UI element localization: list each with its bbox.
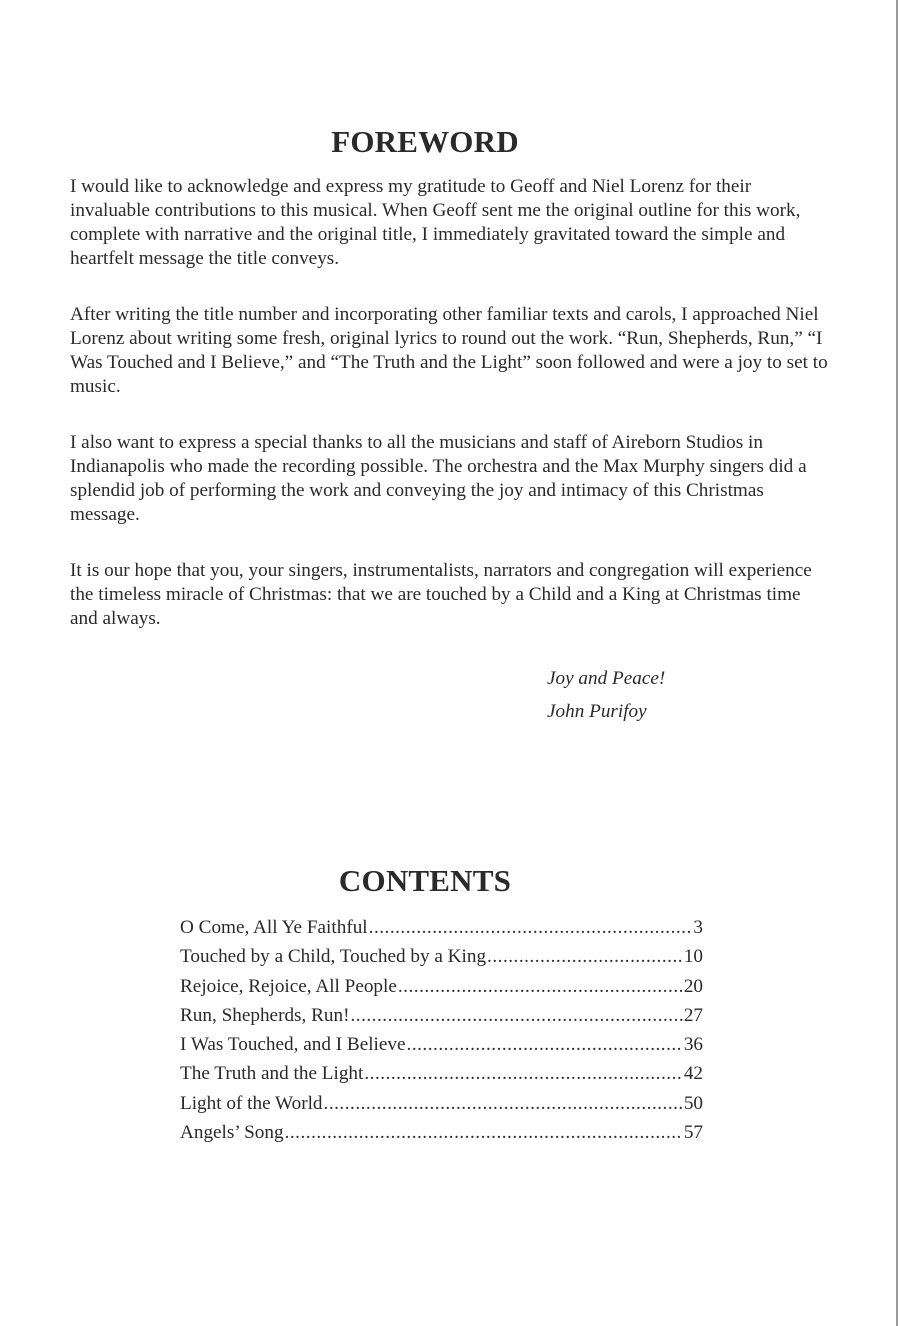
toc-entry[interactable] bbox=[180, 1093, 703, 1122]
toc-entry[interactable] bbox=[180, 1005, 703, 1034]
author-name: John Purifoy bbox=[547, 701, 647, 722]
toc-entry-title: The Truth and the Light bbox=[180, 1063, 364, 1085]
table-of-contents bbox=[180, 917, 703, 1151]
foreword-heading: FOREWORD bbox=[331, 124, 519, 159]
toc-dot-leader bbox=[364, 1063, 682, 1085]
toc-entry-title: Rejoice, Rejoice, All People bbox=[180, 975, 397, 997]
toc-entry-page: 20 bbox=[683, 975, 703, 997]
toc-entry-title: O Come, All Ye Faithful bbox=[180, 917, 368, 938]
toc-entry[interactable] bbox=[180, 976, 703, 1005]
toc-entry-page: 10 bbox=[683, 946, 703, 968]
toc-entry-page: 27 bbox=[683, 1004, 703, 1026]
toc-dot-leader bbox=[285, 1122, 683, 1144]
toc-dot-leader bbox=[350, 1005, 682, 1027]
foreword-paragraph: I would like to acknowledge and express my gratitude to Geoff and Niel Lorenz for their invaluable contributions to this musical. When Geoff sent me the original outline for this work, complete with narrative and the original title, I immediately gravitated toward the simple and heartfelt message the title conveys. bbox=[70, 176, 801, 269]
toc-entry-title: Run, Shepherds, Run! bbox=[180, 1004, 350, 1026]
toc-entry-page: 36 bbox=[683, 1034, 703, 1056]
toc-entry[interactable] bbox=[180, 1063, 703, 1092]
toc-entry[interactable] bbox=[180, 917, 703, 946]
toc-dot-leader bbox=[369, 917, 693, 939]
toc-entry-page: 3 bbox=[693, 917, 703, 938]
toc-entry-title: I Was Touched, and I Believe bbox=[180, 1034, 406, 1056]
signature-block bbox=[547, 662, 665, 728]
toc-dot-leader bbox=[487, 946, 683, 968]
contents-heading: CONTENTS bbox=[338, 863, 512, 898]
toc-entry-page: 57 bbox=[683, 1122, 703, 1144]
toc-entry-page: 42 bbox=[683, 1063, 703, 1085]
foreword-body bbox=[70, 175, 830, 663]
foreword-paragraph: I also want to express a special thanks to all the musicians and staff of Aireborn Studios in Indianapolis who made the recording possible. The orchestra and the Max Murphy singers did a splendid job of performing the work and conveying the joy and intimacy of this Christmas message. bbox=[70, 432, 807, 525]
toc-entry[interactable] bbox=[180, 1034, 703, 1063]
toc-entry-title: Angels’ Song bbox=[180, 1122, 284, 1144]
toc-entry-page: 50 bbox=[683, 1092, 703, 1114]
toc-entry[interactable] bbox=[180, 1122, 703, 1151]
toc-dot-leader bbox=[324, 1093, 683, 1115]
toc-dot-leader bbox=[407, 1034, 683, 1056]
closing-line: Joy and Peace! bbox=[547, 668, 666, 689]
foreword-paragraph: It is our hope that you, your singers, instrumentalists, narrators and congregation will experience the timeless miracle of Christmas: that we are touched by a Child and a King at Christmas time and always. bbox=[70, 560, 812, 629]
toc-entry-title: Light of the World bbox=[180, 1092, 323, 1114]
foreword-paragraph: After writing the title number and incorporating other familiar texts and carols, I approached Niel Lorenz about writing some fresh, original lyrics to round out the work. “Run, Shepherds, Run,” “I Was Touched and I Believe,” and “The Truth and the Light” soon followed and were a joy to set to music. bbox=[70, 304, 828, 397]
toc-entry[interactable] bbox=[180, 946, 703, 975]
toc-dot-leader bbox=[398, 976, 683, 998]
toc-entry-title: Touched by a Child, Touched by a King bbox=[180, 946, 487, 968]
